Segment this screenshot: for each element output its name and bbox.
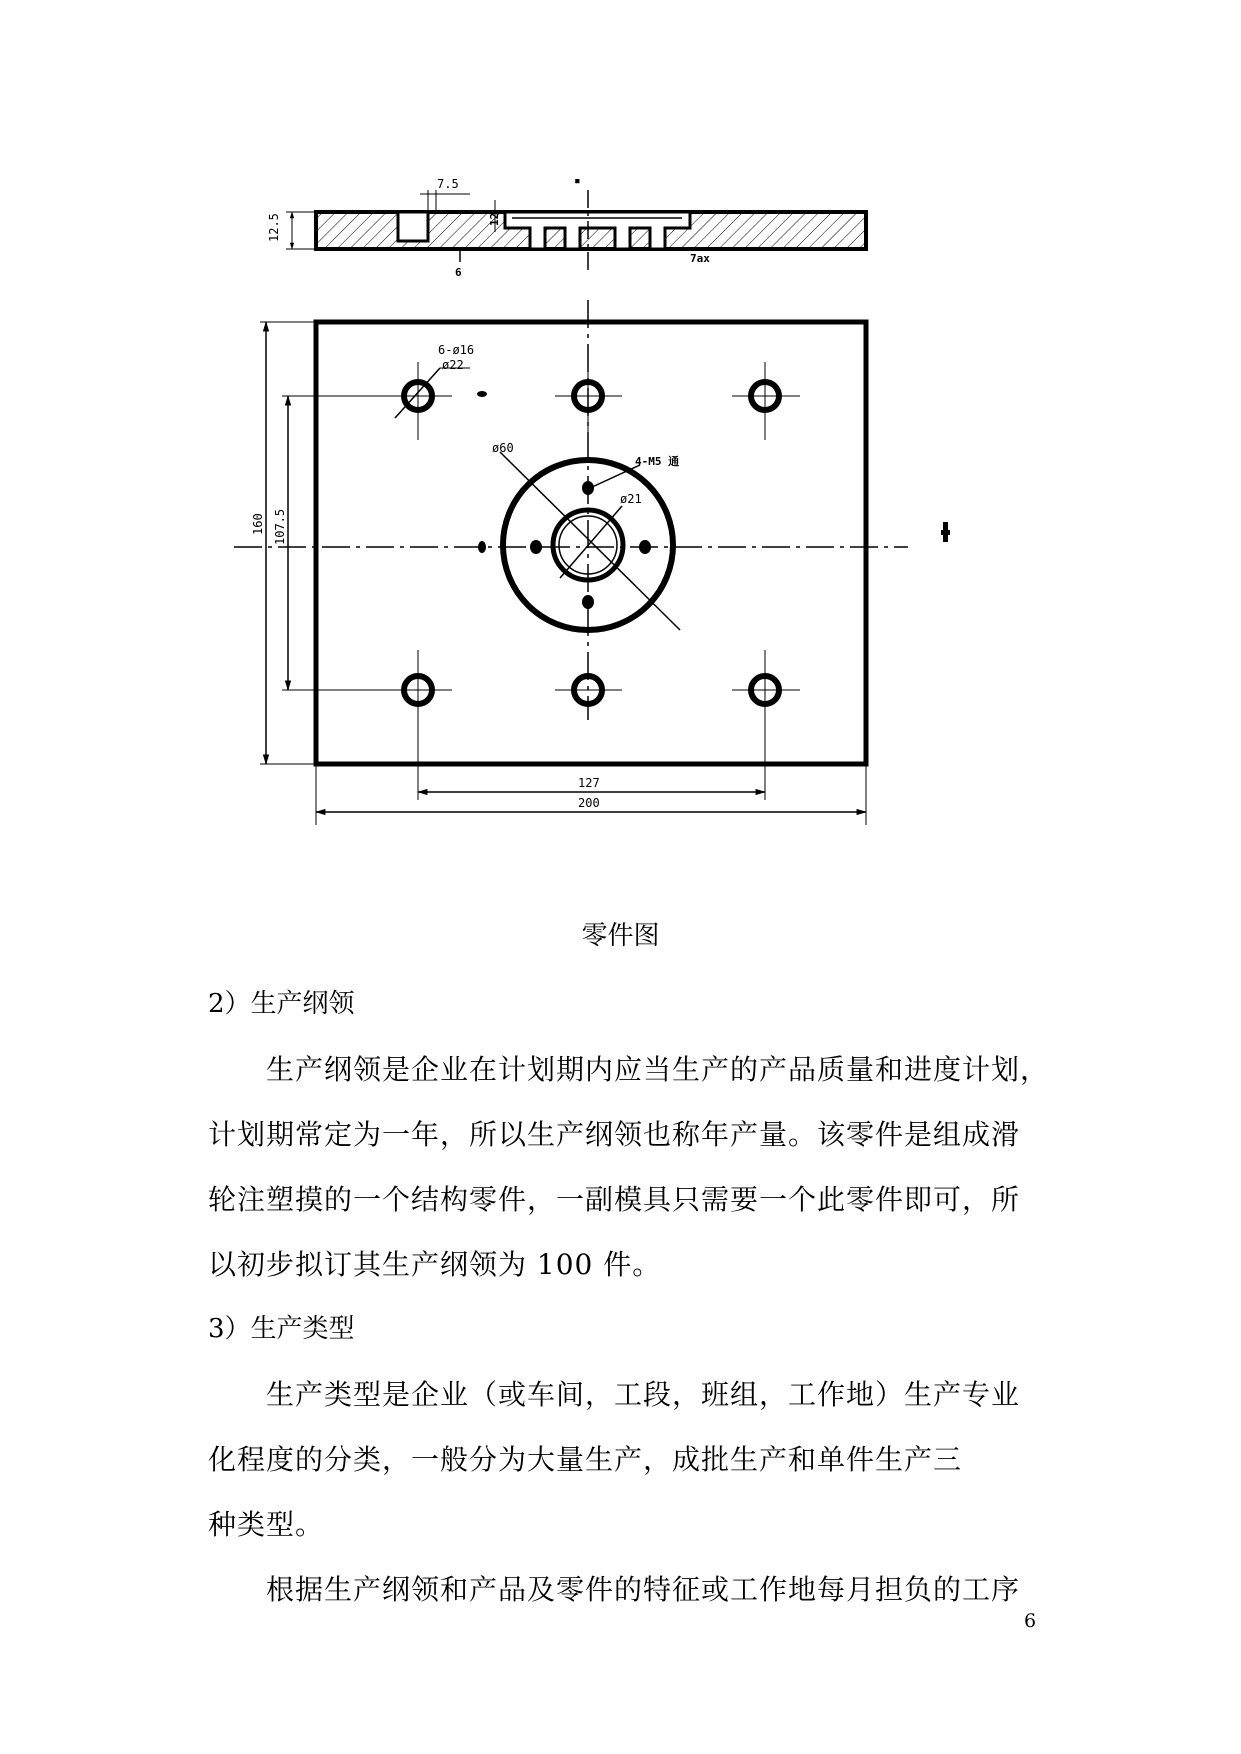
section-2-heading: 2）生产纲领 xyxy=(208,989,355,1019)
section-3-next-paragraph: 根据生产纲领和产品及零件的特征或工作地每月担负的工序 xyxy=(266,1573,1021,1606)
dim-phi21: ø21 xyxy=(620,492,642,506)
hole-top-center xyxy=(555,362,622,440)
dim-depth: 12 xyxy=(488,212,501,226)
dim-200: 200 xyxy=(578,796,600,810)
dim-4-m5: 4-M5 通 xyxy=(635,455,680,468)
part-drawing xyxy=(0,0,1241,860)
hole-top-left xyxy=(385,362,452,440)
hole-top-right xyxy=(732,362,800,440)
section-3-heading: 3）生产类型 xyxy=(208,1314,355,1344)
page-number: 6 xyxy=(1024,1610,1037,1632)
figure-caption: 零件图 xyxy=(581,921,660,951)
section-3-line-1: 生产类型是企业（或车间，工段，班组，工作地）生产专业 xyxy=(266,1378,1021,1411)
side-section-view xyxy=(267,174,866,279)
dim-6-phi16: 6-ø16 xyxy=(438,343,475,357)
dim-160: 160 xyxy=(251,513,265,535)
dim-7-5: 7.5 xyxy=(437,177,459,191)
section-2-line-3: 轮注塑摸的一个结构零件，一副模具只需要一个此零件即可，所 xyxy=(208,1183,1021,1216)
section-3-line-3: 种类型。 xyxy=(208,1508,325,1541)
dim-127: 127 xyxy=(578,776,600,790)
mark-top: ▪ xyxy=(574,174,581,187)
roughness-mark: 7ax xyxy=(690,252,710,265)
dim-12-5: 12.5 xyxy=(267,213,281,242)
section-2-line-4: 以初步拟订其生产纲领为 100 件。 xyxy=(208,1248,662,1281)
dim-phi22: ø22 xyxy=(442,358,464,372)
dim-107-5: 107.5 xyxy=(273,508,287,545)
dim-phi60: ø60 xyxy=(492,441,514,455)
plan-view xyxy=(234,300,950,825)
section-2-line-1: 生产纲领是企业在计划期内应当生产的产品质量和进度计划， xyxy=(266,1053,1050,1086)
section-3-line-2: 化程度的分类，一般分为大量生产，成批生产和单件生产三 xyxy=(208,1443,963,1476)
hole-bottom-right xyxy=(732,650,800,720)
section-2-line-2: 计划期常定为一年，所以生产纲领也称年产量。该零件是组成滑 xyxy=(208,1118,1021,1151)
mark-bottom: 6 xyxy=(455,266,462,279)
